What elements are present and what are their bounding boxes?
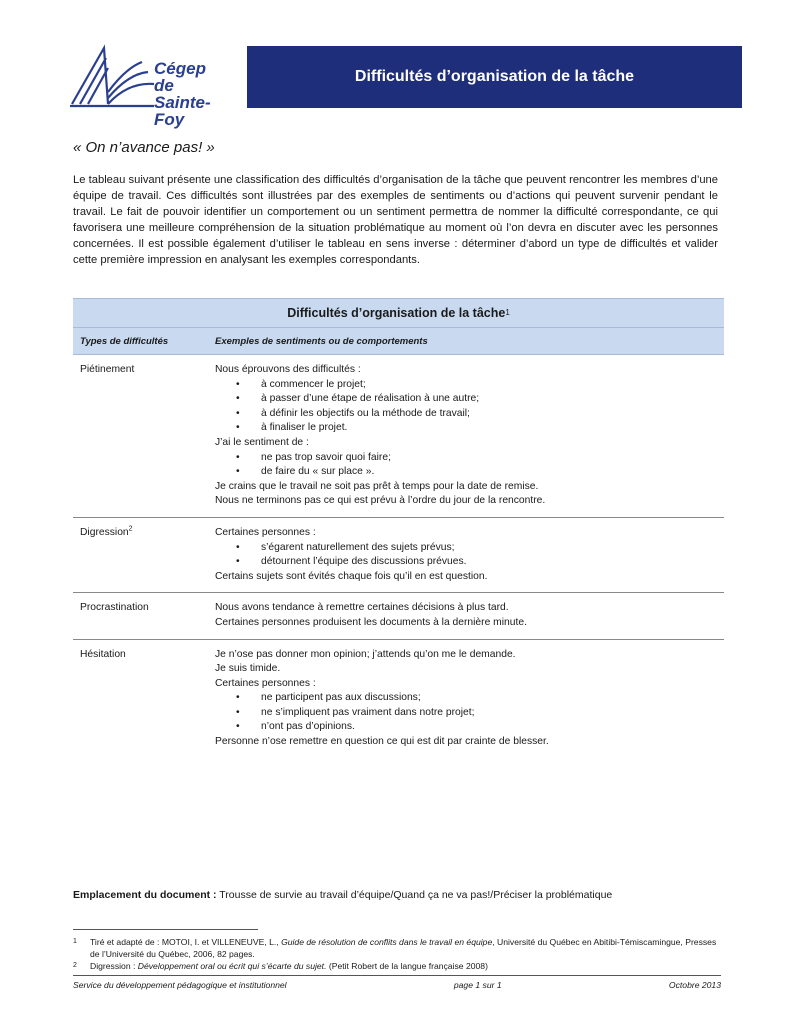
example-lead: Certaines personnes : <box>215 677 316 689</box>
logo-line-1: Cégep <box>154 59 206 78</box>
list-item: • à passer d’une étape de réalisation à une autre; <box>215 392 724 407</box>
footnote-definition: Développement oral ou écrit qui s’écarte du sujet. <box>137 961 327 971</box>
document-location <box>73 889 612 901</box>
example-line: Je crains que le travail ne soit pas prêt à temps pour la date de remise. <box>215 480 539 492</box>
location-path: Trousse de survie au travail d’équipe/Quand ça ne va pas!/Préciser la problématique <box>216 889 613 901</box>
footnote-title: Guide de résolution de conflits dans le travail en équipe <box>281 937 493 947</box>
footnote-text <box>90 936 721 960</box>
table-row <box>73 640 724 758</box>
footnote-2 <box>73 960 721 972</box>
difficulty-type-label: Digression <box>80 526 129 538</box>
intro-paragraph: Le tableau suivant présente une classification des difficultés d’organisation de la tâche que peuvent rencontrer les membres d’une équipe de travail. Ces difficultés sont illustrées par des exemples de sentiments ou d’actions qui peuvent survenir pendant le travail. Le fait de pouvoir identifier un comportement ou un sentiment permettra de nommer la difficulté correspondante, ce qui favorisera une meilleure compréhension de la situation problématique au moment où l’on devra en discuter avec les personnes concernées. Il est possible également d’utiliser le tableau en sens inverse : déterminer d’abord un type de difficultés et valider cette première impression en analysant les exemples correspondants. <box>73 174 718 266</box>
difficulty-type: Hésitation <box>80 648 126 660</box>
page-subtitle: « On n’avance pas! » <box>73 139 215 156</box>
example-list <box>215 378 724 436</box>
list-item: • à commencer le projet; <box>215 378 724 393</box>
logo-wordmark <box>154 60 240 128</box>
example-line: Certains sujets sont évités chaque fois qu’il en est question. <box>215 570 488 582</box>
list-item: • n’ont pas d’opinions. <box>215 720 724 735</box>
footnote-number: 1 <box>73 938 77 945</box>
example-lead: Certaines personnes : <box>215 526 316 538</box>
footer-date: Octobre 2013 <box>668 980 721 990</box>
footnotes <box>73 936 721 972</box>
example-line: Certaines personnes produisent les documents à la dernière minute. <box>215 616 527 628</box>
difficulty-type: Procrastination <box>80 602 149 614</box>
difficulty-type <box>73 526 215 584</box>
examples-cell <box>215 601 724 630</box>
list-item: • de faire du « sur place ». <box>215 465 724 480</box>
column-header-types: Types de difficultés <box>80 335 169 347</box>
location-label: Emplacement du document : <box>73 889 217 901</box>
column-header-examples: Exemples de sentiments ou de comportements <box>215 335 428 347</box>
examples-cell <box>215 648 724 750</box>
list-item: • ne pas trop savoir quoi faire; <box>215 451 724 466</box>
logo-line-2: de <box>154 76 174 95</box>
footer-page-number: page 1 sur 1 <box>453 980 502 990</box>
page-title: Difficultés d’organisation de la tâche <box>354 68 635 85</box>
college-logo <box>68 44 240 129</box>
table-row <box>73 593 724 639</box>
footnote-number: 2 <box>73 962 77 969</box>
footnote-text-part: Digression : <box>90 961 138 971</box>
list-item: • à finaliser le projet. <box>215 421 724 436</box>
footnote-divider <box>73 929 258 930</box>
examples-cell <box>215 363 724 509</box>
footnote-text-part: (Petit Robert de la langue française 2008) <box>326 961 488 971</box>
table-row <box>73 355 724 518</box>
table-title: Difficultés d’organisation de la tâche 1 <box>73 298 724 327</box>
list-item: • ne s’impliquent pas vraiment dans notre projet; <box>215 706 724 721</box>
page-footer <box>73 980 721 990</box>
footnote-ref-2: 2 <box>128 525 133 533</box>
example-line: Nous avons tendance à remettre certaines décisions à plus tard. <box>215 602 509 614</box>
footer-divider <box>73 975 721 976</box>
example-lead: J’ai le sentiment de : <box>215 436 309 448</box>
example-list <box>215 541 724 570</box>
footnote-text-part: , Université du Québec en Abitibi-Témiscamingue, Presses de l’Université du Québec, 2006, 82 pages. <box>90 937 717 959</box>
example-list <box>215 451 724 480</box>
footnote-text-part: Tiré et adapté de : MOTOI, I. et VILLENEUVE, L., <box>90 937 282 947</box>
example-list <box>215 691 724 735</box>
footnote-1 <box>73 936 721 960</box>
table-row <box>73 518 724 593</box>
example-lead: Nous éprouvons des difficultés : <box>215 364 361 375</box>
example-line: Je n’ose pas donner mon opinion; j’attends qu’on me le demande. <box>215 648 516 660</box>
example-line: Personne n’ose remettre en question ce qui est dit par crainte de blesser. <box>215 736 549 748</box>
list-item: • à définir les objectifs ou la méthode de travail; <box>215 407 724 422</box>
header-band <box>247 46 742 108</box>
table-title-text: Difficultés d’organisation de la tâche <box>287 306 506 320</box>
footnote-text <box>90 960 721 972</box>
list-item: • ne participent pas aux discussions; <box>215 691 724 706</box>
examples-cell <box>215 526 724 584</box>
table-header-row <box>73 327 724 355</box>
difficulty-type: Piétinement <box>80 364 135 375</box>
list-item: • s’égarent naturellement des sujets prévus; <box>215 541 724 556</box>
list-item: • détournent l’équipe des discussions prévues. <box>215 555 724 570</box>
example-line: Nous ne terminons pas ce qui est prévu à l’ordre du jour de la rencontre. <box>215 495 546 507</box>
book-emblem-icon <box>68 44 158 112</box>
footer-department: Service du développement pédagogique et institutionnel <box>73 980 287 990</box>
difficulties-table <box>73 298 724 758</box>
logo-line-3: Sainte-Foy <box>154 93 211 129</box>
example-line: Je suis timide. <box>215 663 281 675</box>
